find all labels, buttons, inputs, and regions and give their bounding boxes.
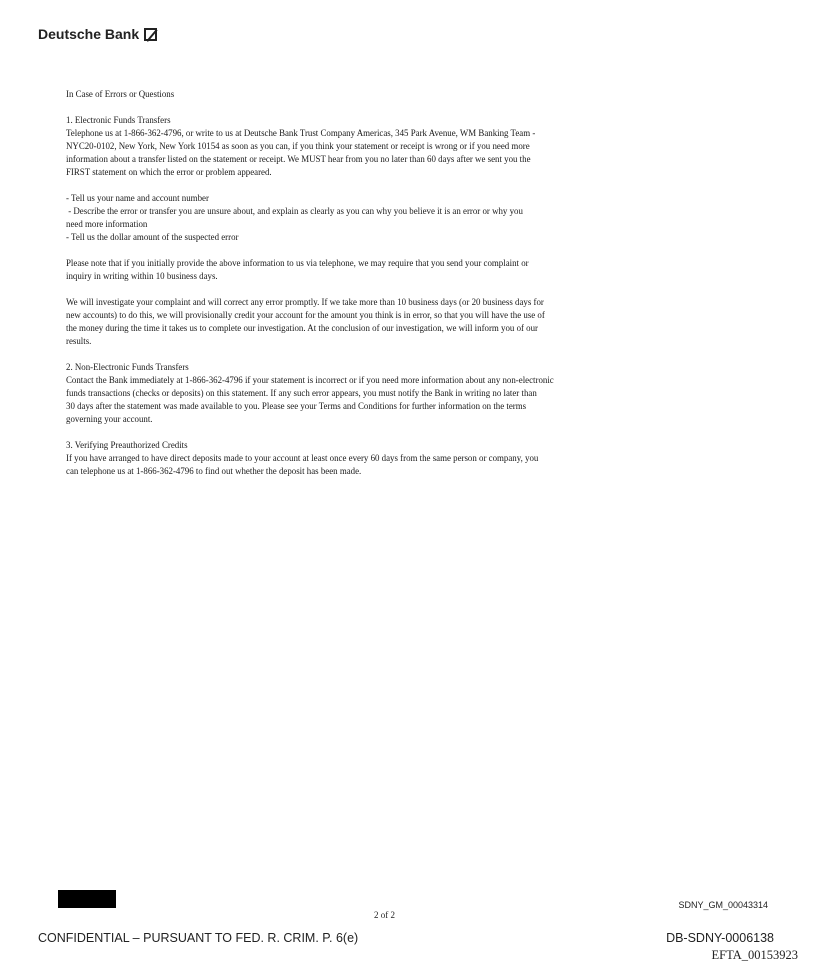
page-number: 2 of 2 — [374, 910, 395, 920]
text-line: results. — [66, 336, 92, 346]
text-line: We will investigate your complaint and will correct any error promptly. If we take more than 10 business days (or 20 business days for — [66, 297, 544, 307]
section-heading: 2. Non-Electronic Funds Transfers — [66, 362, 189, 372]
text-line: new accounts) to do this, we will provisionally credit your account for the amount you think is in error, so that you will have the use of — [66, 310, 545, 320]
list-item: - Describe the error or transfer you are unsure about, and explain as clearly as you can why you believe it is an error or why you — [66, 206, 523, 216]
bates-number-db: DB-SDNY-0006138 — [666, 931, 774, 945]
list-item: - Tell us your name and account number — [66, 193, 209, 203]
redaction-block — [58, 890, 116, 908]
investigation-paragraph — [66, 296, 646, 348]
text-line: funds transactions (checks or deposits) on this statement. If any such error appears, you must notify the Bank in writing no later than — [66, 388, 537, 398]
section-heading: 3. Verifying Preauthorized Credits — [66, 440, 188, 450]
list-item: - Tell us the dollar amount of the suspected error — [66, 232, 239, 242]
text-line: inquiry in writing within 10 business days. — [66, 271, 218, 281]
confidentiality-notice: CONFIDENTIAL – PURSUANT TO FED. R. CRIM. P. 6(e) — [38, 931, 359, 945]
text-line: can telephone us at 1-866-362-4796 to find out whether the deposit has been made. — [66, 466, 362, 476]
deutsche-bank-logo-icon — [144, 28, 157, 41]
disclosure-title: In Case of Errors or Questions — [66, 89, 175, 99]
section-preauthorized-credits — [66, 439, 646, 478]
text-line: NYC20-0102, New York, New York 10154 as soon as you can, if you think your statement or receipt is wrong or if you need more — [66, 141, 530, 151]
section-heading: 1. Electronic Funds Transfers — [66, 115, 171, 125]
telephone-note — [66, 257, 646, 283]
text-line: information about a transfer listed on the statement or receipt. We MUST hear from you no later than 60 days after we sent you the — [66, 154, 531, 164]
text-line: FIRST statement on which the error or problem appeared. — [66, 167, 272, 177]
text-line: 30 days after the statement was made available to you. Please see your Terms and Conditions for further information on the terms — [66, 401, 527, 411]
text-line: the money during the time it takes us to complete our investigation. At the conclusion of our investigation, we will inform you of our — [66, 323, 539, 333]
required-info-list — [66, 192, 646, 244]
text-line: If you have arranged to have direct deposits made to your account at least once every 60 days from the same person or company, you — [66, 453, 539, 463]
text-line: Telephone us at 1-866-362-4796, or write to us at Deutsche Bank Trust Company Americas, 345 Park Avenue, WM Banking Team - — [66, 128, 536, 138]
text-line: Contact the Bank immediately at 1-866-362-4796 if your statement is incorrect or if you need more information about any non-electronic — [66, 375, 554, 385]
text-line: Please note that if you initially provide the above information to us via telephone, we may require that you send your complaint or — [66, 258, 529, 268]
bank-name: Deutsche Bank — [38, 26, 140, 42]
section-non-electronic-funds — [66, 361, 646, 426]
statement-disclosure — [66, 88, 646, 491]
bates-number-sdny: SDNY_GM_00043314 — [678, 900, 768, 910]
text-line: governing your account. — [66, 414, 153, 424]
list-item: need more information — [66, 219, 148, 229]
section-electronic-funds — [66, 114, 646, 179]
bank-logo — [38, 26, 157, 42]
bates-number-efta: EFTA_00153923 — [711, 948, 798, 962]
